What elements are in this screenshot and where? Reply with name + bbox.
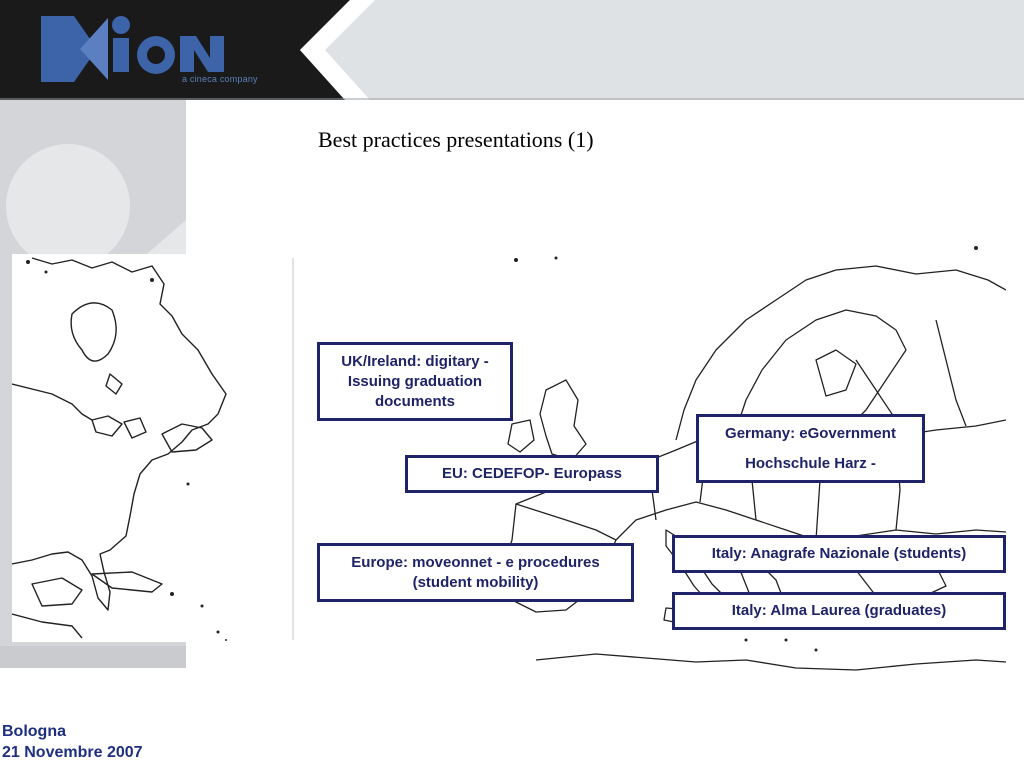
header-background	[0, 0, 1024, 100]
label-germany	[696, 414, 925, 483]
label-germany-line1: Germany: eGovernment	[725, 424, 896, 442]
label-europe-moveonnet	[317, 543, 634, 602]
label-europe-moveonnet-line2: (student mobility)	[412, 573, 539, 591]
label-italy-anagrafe	[672, 535, 1006, 573]
north-america-map	[12, 254, 234, 642]
label-uk-ireland	[317, 342, 513, 421]
label-eu-cedefop-text: EU: CEDEFOP- Europass	[441, 465, 623, 482]
map-divider	[292, 258, 294, 640]
logo-tagline: a cineca company	[182, 74, 258, 84]
header-banner	[0, 0, 1024, 100]
label-uk-ireland-line2: Issuing graduation	[347, 372, 483, 390]
bottom-strip	[0, 646, 186, 668]
footer-date: 21 Novembre 2007	[2, 744, 143, 761]
footer-city: Bologna	[2, 723, 66, 740]
slide-title: Best practices presentations (1)	[318, 127, 594, 152]
label-italy-anagrafe-text: Italy: Anagrafe Nazionale (students)	[711, 545, 967, 562]
label-eu-cedefop	[405, 455, 659, 493]
label-germany-line2: Hochschule Harz -	[745, 454, 876, 472]
label-uk-ireland-line3: documents	[374, 392, 455, 410]
label-italy-almalaurea-text: Italy: Alma Laurea (graduates)	[731, 602, 947, 619]
label-italy-almalaurea	[672, 592, 1006, 630]
label-uk-ireland-line1: UK/Ireland: digitary -	[341, 352, 489, 370]
label-europe-moveonnet-line1: Europe: moveonnet - e procedures	[351, 553, 600, 571]
